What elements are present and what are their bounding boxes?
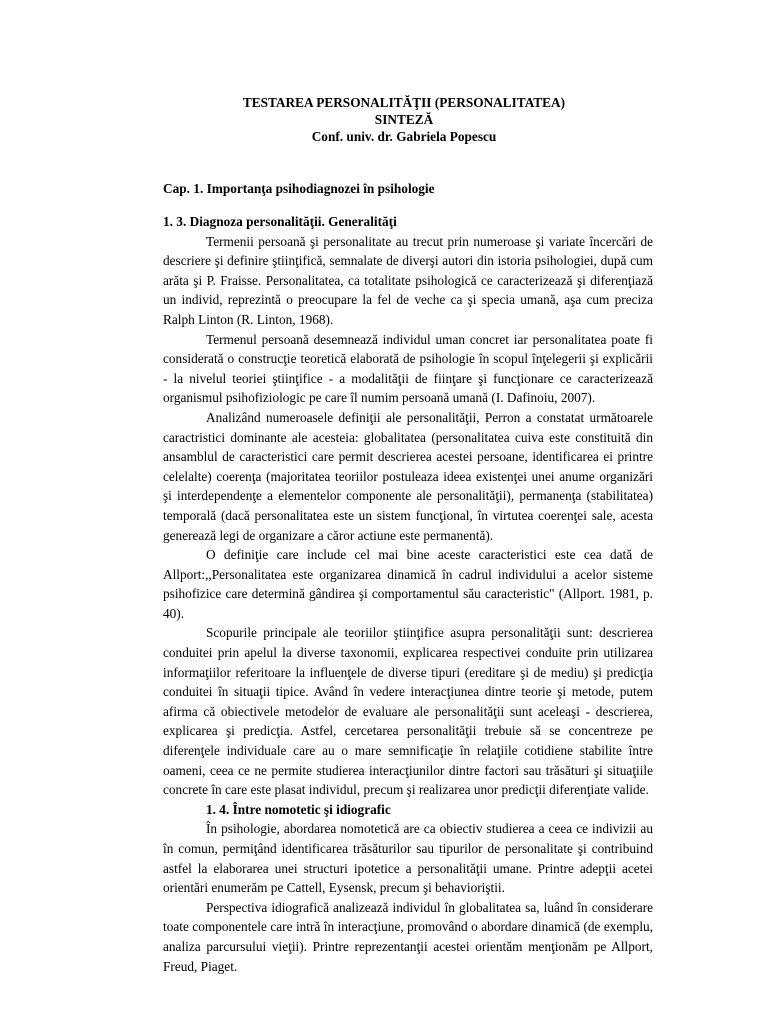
document-author: Conf. univ. dr. Gabriela Popescu: [311, 129, 497, 144]
paragraph: Analizând numeroasele definiţii ale personalităţii, Perron a constatat următoarele caractristici dominante ale acesteia: globalitatea (personalitatea cuiva este constituită din ansamblul de caracteristici care permit descrierea acestei persoane, identificarea ei printre celelalte) coerenţa (majoritatea teoriilor postuleaza ideea existenţei unei anume organizări şi interdependenţe a elementelor componente ale personalităţii), permanenţa (stabilitatea) temporală (dacă personalitatea este un sistem funcţional, în virtutea coerenţei sale, acesta generează legi de organizare a căror actiune este permanentă).: [163, 409, 653, 543]
document-title: TESTAREA PERSONALITĂŢII (PERSONALITATEA): [242, 95, 566, 110]
document-header: [0, 94, 768, 145]
paragraph: Termenul persoană desemnează individul uman concret iar personalitatea poate fi considerată o construcţie teoretică elaborată de psihologie în scopul înţelegerii şi explicării - la nivelul teoriei ştiinţifice - a modalităţii de fiinţare şi funcţionare ce caracterizează organismul psihofiziologic pe care îl numim persoană umană (I. Dafinoiu, 2007).: [163, 331, 653, 406]
document-subtitle: SINTEZĂ: [374, 112, 434, 127]
paragraph: În psihologie, abordarea nomotetică are ca obiectiv studierea a ceea ce indivizii au în comun, permiţând identificarea trăsăturilor sau tipurilor de personalitate şi contribuind astfel la elaborarea unei structuri ipotetice a personalităţii umane. Printre adepţii acetei orientări enumerăm pe Cattell, Eysensk, precum şi behavioriştii.: [163, 821, 653, 896]
section-heading: 1. 3. Diagnoza personalităţii. Generalităţi: [163, 214, 397, 229]
paragraph: Termenii persoană şi personalitate au trecut prin numeroase şi variate încercări de descriere şi definire ştiinţifică, semnalate de diverşi autori din istoria psihologiei, după cum arăta şi P. Fraisse. Personalitatea, ca totalitate psihologică ce caracterizează şi diferenţiază un individ, reprezintă o preocupare la fel de veche ca şi specia umană, aşa cum preciza Ralph Linton (R. Linton, 1968).: [163, 233, 653, 327]
paragraph: Scopurile principale ale teoriilor ştiinţifice asupra personalităţii sunt: descrierea conduitei prin apelul la diverse taxonomii, explicarea respectivei conduite prin utilizarea informaţiilor referitoare la influenţele de diverse tipuri (ereditare şi de mediu) şi predicţia conduitei în situaţii tipice. Având în vedere interacţiunea dintre teorie şi metode, putem afirma că obiectivele metodelor de evaluare ale personalităţii sunt aceleaşi - descrierea, explicarea şi predicţia. Astfel, cercetarea personalităţii trebuie să se concentreze pe diferenţele individuale care au o mare semnificaţie în relaţiile cotidiene stabilite între oameni, ceea ce ne permite studierea interacţiunilor dintre factori sau trăsături şi situaţiile concrete în care este plasat individul, precum şi realizarea unor predicţii diferenţiate valide.: [163, 625, 653, 798]
chapter-heading: Cap. 1. Importanţa psihodiagnozei în psihologie: [163, 181, 435, 196]
section-1-3: [163, 212, 653, 976]
paragraph: Perspectiva idiografică analizează individul în globalitatea sa, luând în considerare toate componentele care intră în interacţiune, promovând o abordare dinamică (de exemplu, analiza parcursului vieţii). Printre reprezentanţii acestei orientăm menţionăm pe Allport, Freud, Piaget.: [163, 899, 653, 974]
paragraph: O definiţie care include cel mai bine aceste caracteristici este cea dată de Allport:,,Personalitatea este organizarea dinamică în cadrul individului a acelor sisteme psihofizice care determină gândirea şi comportamentul său caracteristic" (Allport. 1981, p. 40).: [163, 547, 653, 621]
section-heading: 1. 4. Între nomotetic şi idiografic: [206, 801, 391, 817]
